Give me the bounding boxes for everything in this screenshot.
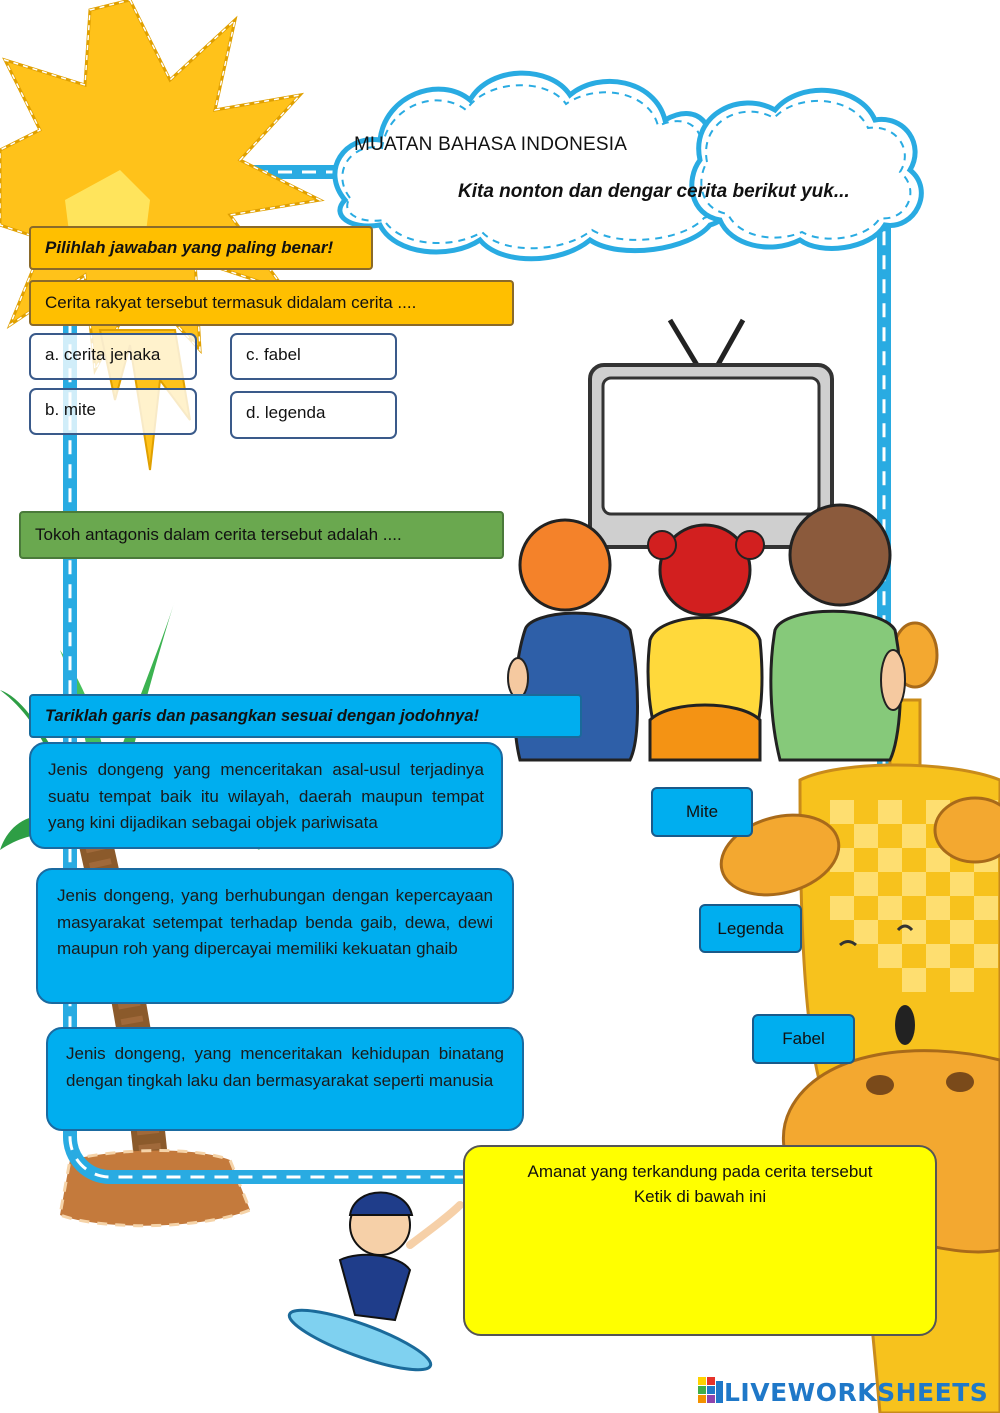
question-text: Tokoh antagonis dalam cerita tersebut adalah .... <box>35 525 402 544</box>
option-a[interactable]: a. cerita jenaka <box>29 333 197 380</box>
answer-area-antagonist[interactable] <box>40 568 480 678</box>
match-answer-legenda[interactable]: Legenda <box>699 904 802 953</box>
question-bar-1 <box>29 280 514 326</box>
option-d[interactable]: d. legenda <box>230 391 397 439</box>
skateboard-boy-icon <box>284 1193 460 1381</box>
match-description-1[interactable]: Jenis dongeng yang menceritakan asal-usul terjadinya suatu tempat baik itu wilayah, daerah maupun tempat yang kini dijadikan sebagai objek pariwisata <box>29 742 503 849</box>
amanat-hint: Ketik di bawah ini <box>633 1187 767 1206</box>
instruction-text: Pilihlah jawaban yang paling benar! <box>45 238 334 257</box>
liveworksheets-logo <box>698 1377 988 1407</box>
option-c[interactable]: c. fabel <box>230 333 397 380</box>
tv-icon <box>590 320 832 547</box>
liveworksheets-logo-icon <box>698 1377 724 1407</box>
match-answer-fabel[interactable]: Fabel <box>752 1014 855 1064</box>
match-description-2[interactable]: Jenis dongeng, yang berhubungan dengan kepercayaan masyarakat setempat terhadap benda gaib, dewa, dewi maupun roh yang dipercayai memiliki kekuatan ghaib <box>36 868 514 1004</box>
match-description-3[interactable]: Jenis dongeng, yang menceritakan kehidupan binatang dengan tingkah laku dan bermasyarakat seperti manusia <box>46 1027 524 1131</box>
option-b[interactable]: b. mite <box>29 388 197 435</box>
match-answer-mite[interactable]: Mite <box>651 787 753 837</box>
question-bar-2 <box>19 511 504 559</box>
liveworksheets-logo-text: LIVEWORKSHEETS <box>724 1377 989 1407</box>
cloud-icon <box>335 73 921 259</box>
question-text: Cerita rakyat tersebut termasuk didalam cerita .... <box>45 293 417 312</box>
amanat-prompt: Amanat yang terkandung pada cerita tersebut <box>527 1162 873 1181</box>
instruction-text: Tariklah garis dan pasangkan sesuai dengan jodohnya! <box>45 706 480 725</box>
amanat-box[interactable] <box>463 1145 937 1336</box>
instruction-bar-multiple-choice <box>29 226 373 270</box>
instruction-bar-matching <box>29 694 582 738</box>
page-title: MUATAN BAHASA INDONESIA <box>354 134 628 155</box>
page-subtitle: Kita nonton dan dengar cerita berikut yuk... <box>458 181 850 202</box>
